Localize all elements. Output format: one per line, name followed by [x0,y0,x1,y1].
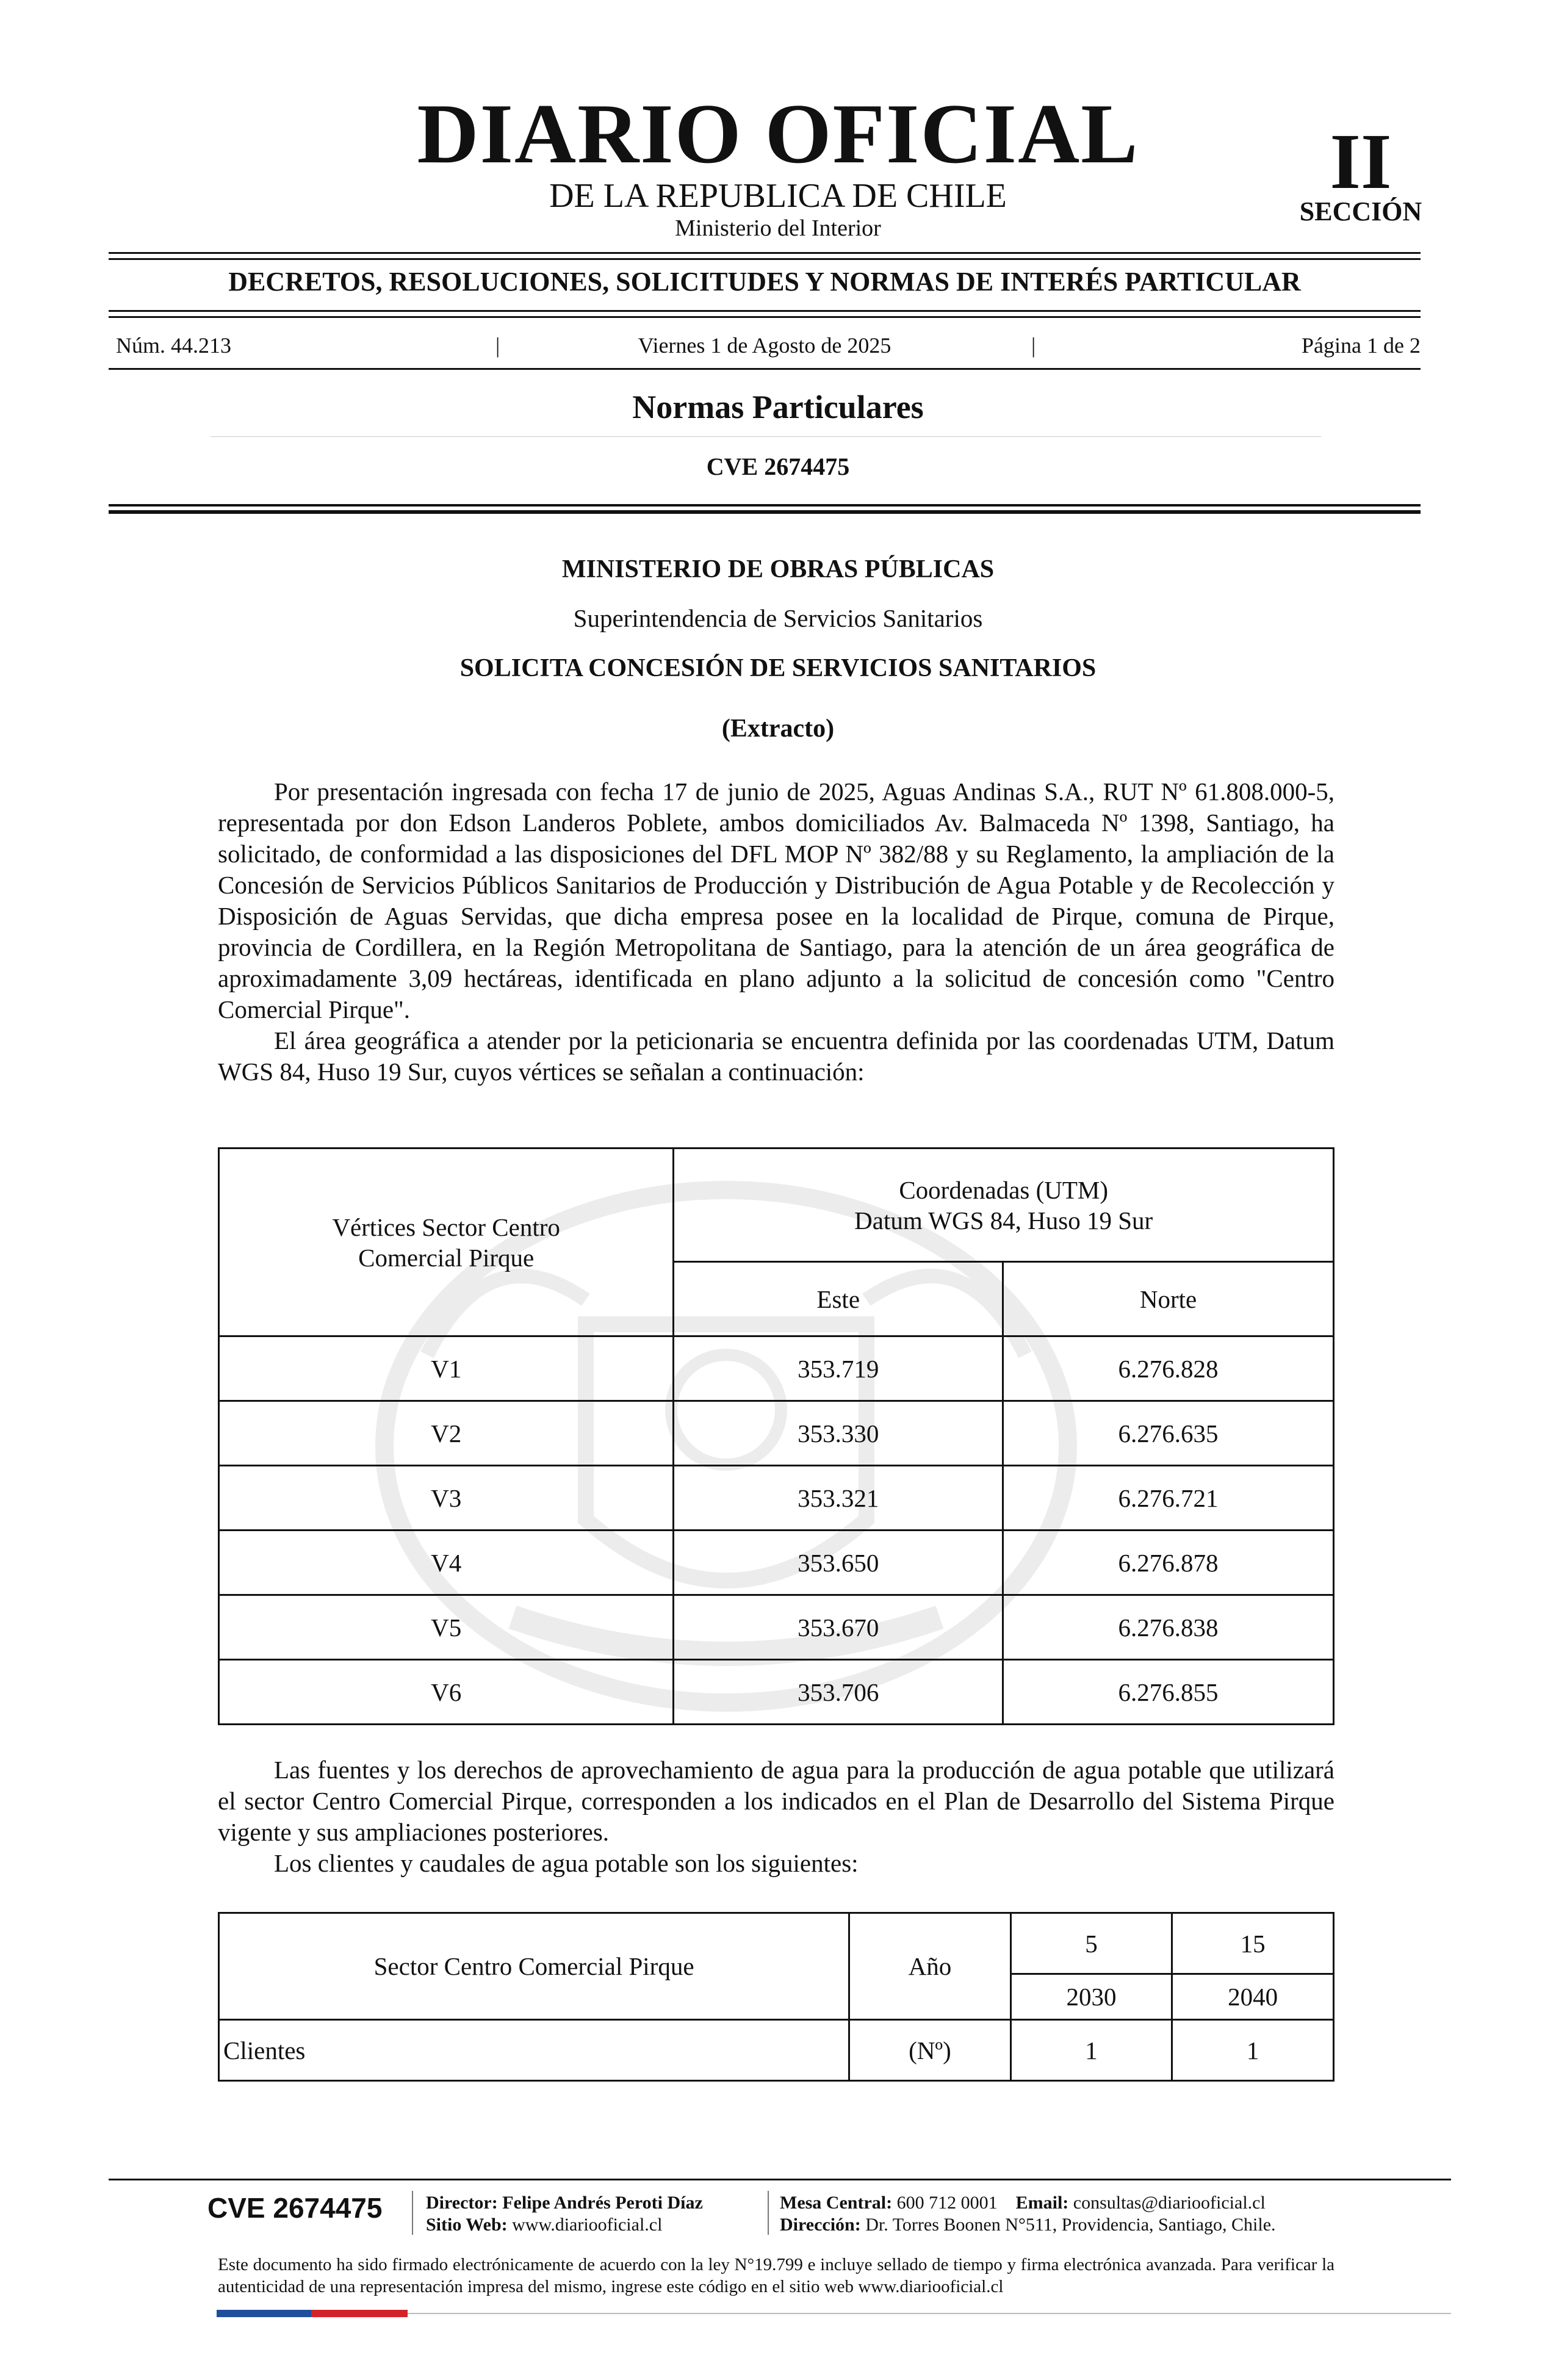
flag-stripe-rule [408,2313,1451,2314]
masthead-rule-top-2 [109,258,1421,260]
web-label: Sitio Web: [426,2215,508,2235]
paragraph: El área geográfica a atender por la peticionaria se encuentra definida por las coordenadas UTM, Datum WGS 84, Huso 19 Sur, cuyos vértices se señalan a continuación: [218,1026,1334,1086]
email-label: Email: [1015,2193,1069,2213]
header-coordinates [674,1149,1334,1262]
row-value-1: 1 [1010,2020,1172,2081]
row-unit: (Nº) [849,2020,1011,2081]
header-coordinates-line2: Datum WGS 84, Huso 19 Sur [854,1206,1153,1235]
cve-code: CVE 2674475 [706,453,850,480]
este-cell: 353.706 [674,1660,1003,1725]
norte-cell: 6.276.855 [1003,1660,1334,1725]
footer-separator [768,2191,769,2235]
banner-rule-bottom [109,310,1421,312]
footer-contact-block [780,2192,1276,2236]
row-value-2: 1 [1172,2020,1334,2081]
web-link[interactable]: www.diariooficial.cl [512,2215,663,2235]
paragraph: Por presentación ingresada con fecha 17 de junio de 2025, Aguas Andinas S.A., RUT Nº 61.808.000-5, representada por don Edson Landeros Poblete, ambos domiciliados Av. Balmaceda Nº 1398, Santiago, ha solicitado, de conformidad a las disposiciones del DFL MOP Nº 382/88 y su Reglamento, la ampliación de la Concesión de Servicios Públicos Sanitarios de Producción y Distribución de Agua Potable y de Recolección y Disposición de Aguas Servidas, que dicha empresa posee en la localidad de Pirque, comuna de Pirque, provincia de Cordillera, en la Región Metropolitana de Santiago, para la atención de un área geográfica de aproximadamente 3,09 hectáreas, identificada en plano adjunto a la solicitud de concesión como "Centro Comercial Pirque". [218,777,1334,1023]
header-year: Año [849,1913,1011,2020]
footer-contact [780,2192,1276,2214]
page-indicator: Página 1 de 2 [1302,333,1421,358]
paragraph: Los clientes y caudales de agua potable son los siguientes: [274,1849,859,1877]
ministry-heading: MINISTERIO DE OBRAS PÚBLICAS [561,555,995,583]
meta-separator: | [495,333,500,358]
table-row [219,1466,1334,1531]
phone-value: 600 712 0001 [896,2193,998,2213]
footer-cve: CVE 2674475 [207,2192,383,2224]
este-cell: 353.321 [674,1466,1003,1531]
director-label: Director: [426,2193,498,2213]
issue-date: Viernes 1 de Agosto de 2025 [638,333,891,358]
col1-top: 5 [1010,1913,1172,1974]
address-label: Dirección: [780,2215,861,2235]
meta-separator: | [1031,333,1036,358]
row-label: Clientes [219,2020,849,2081]
header-vertices: Vértices Sector Centro Comercial Pirque [219,1149,674,1336]
meta-rule [109,368,1421,370]
norte-cell: 6.276.828 [1003,1336,1334,1401]
address-value: Dr. Torres Boonen N°511, Providencia, Santiago, Chile. [865,2215,1276,2235]
table-row [219,1660,1334,1725]
table-row [219,1595,1334,1660]
norte-cell: 6.276.838 [1003,1595,1334,1660]
table-row [219,1401,1334,1466]
footer-rule [109,2179,1451,2180]
norte-cell: 6.276.635 [1003,1401,1334,1466]
vertex-cell: V4 [219,1531,674,1595]
paragraph: Las fuentes y los derechos de aprovechamiento de agua para la producción de agua potable que utilizará el sector Centro Comercial Pirque, corresponden a los indicados en el Plan de Desarrollo del Sistema Pirque vigente y sus ampliaciones posteriores. [218,1756,1334,1846]
section-number: II [1330,118,1392,206]
masthead-title: DIARIO OFICIAL [417,87,1139,181]
vertex-cell: V1 [219,1336,674,1401]
masthead-ministry: Ministerio del Interior [675,215,881,241]
footer-director-block [426,2192,703,2236]
extract-label: (Extracto) [721,715,835,743]
header-norte: Norte [1003,1262,1334,1336]
cve-rule-1 [109,504,1421,507]
footer-director [426,2192,703,2214]
document-heading: SOLICITA CONCESIÓN DE SERVICIOS SANITARIOS [459,654,1097,682]
email-link[interactable]: consultas@diariooficial.cl [1073,2193,1266,2213]
masthead-subtitle: DE LA REPUBLICA DE CHILE [549,177,1007,215]
vertices-table [218,1147,1334,1725]
masthead-rule-top [109,252,1421,254]
este-cell: 353.330 [674,1401,1003,1466]
director-name: Felipe Andrés Peroti Díaz [502,2193,703,2213]
header-coordinates-line1: Coordenadas (UTM) [899,1175,1109,1204]
col1-year: 2030 [1010,1974,1172,2020]
flag-stripe-red [311,2310,408,2317]
vertex-cell: V5 [219,1595,674,1660]
section-banner: DECRETOS, RESOLUCIONES, SOLICITUDES Y NORMAS DE INTERÉS PARTICULAR [228,267,1301,297]
agency-heading: Superintendencia de Servicios Sanitarios [573,604,983,632]
banner-rule-bottom-2 [109,316,1421,318]
footer-web [426,2214,703,2236]
clients-table [218,1912,1334,2082]
section-label: SECCIÓN [1299,197,1422,226]
footer-address [780,2214,1276,2236]
flag-stripe-blue [217,2310,311,2317]
este-cell: 353.650 [674,1531,1003,1595]
footer-note: Este documento ha sido firmado electrónicamente de acuerdo con la ley N°19.799 e incluye sellado de tiempo y firma electrónica avanzada. Para verificar la autenticidad de una representación impresa del mismo, ingrese este código en el sitio web www.diariooficial.cl [218,2255,1334,2296]
phone-label: Mesa Central: [780,2193,893,2213]
norte-cell: 6.276.878 [1003,1531,1334,1595]
este-cell: 353.670 [674,1595,1003,1660]
issue-number: Núm. 44.213 [116,333,231,358]
vertex-cell: V2 [219,1401,674,1466]
body-paragraphs-2 [218,1754,1334,1879]
cve-rule-2 [109,510,1421,514]
col2-top: 15 [1172,1913,1334,1974]
body-paragraphs-1 [218,776,1334,1087]
header-sector: Sector Centro Comercial Pirque [219,1913,849,2020]
vertex-cell: V6 [219,1660,674,1725]
section-title-rule [211,436,1321,437]
table-row [219,2020,1334,2081]
footer-separator [412,2191,413,2235]
vertex-cell: V3 [219,1466,674,1531]
table-row [219,1336,1334,1401]
este-cell: 353.719 [674,1336,1003,1401]
section-title: Normas Particulares [632,389,924,425]
norte-cell: 6.276.721 [1003,1466,1334,1531]
col2-year: 2040 [1172,1974,1334,2020]
table-row [219,1531,1334,1595]
header-este: Este [674,1262,1003,1336]
